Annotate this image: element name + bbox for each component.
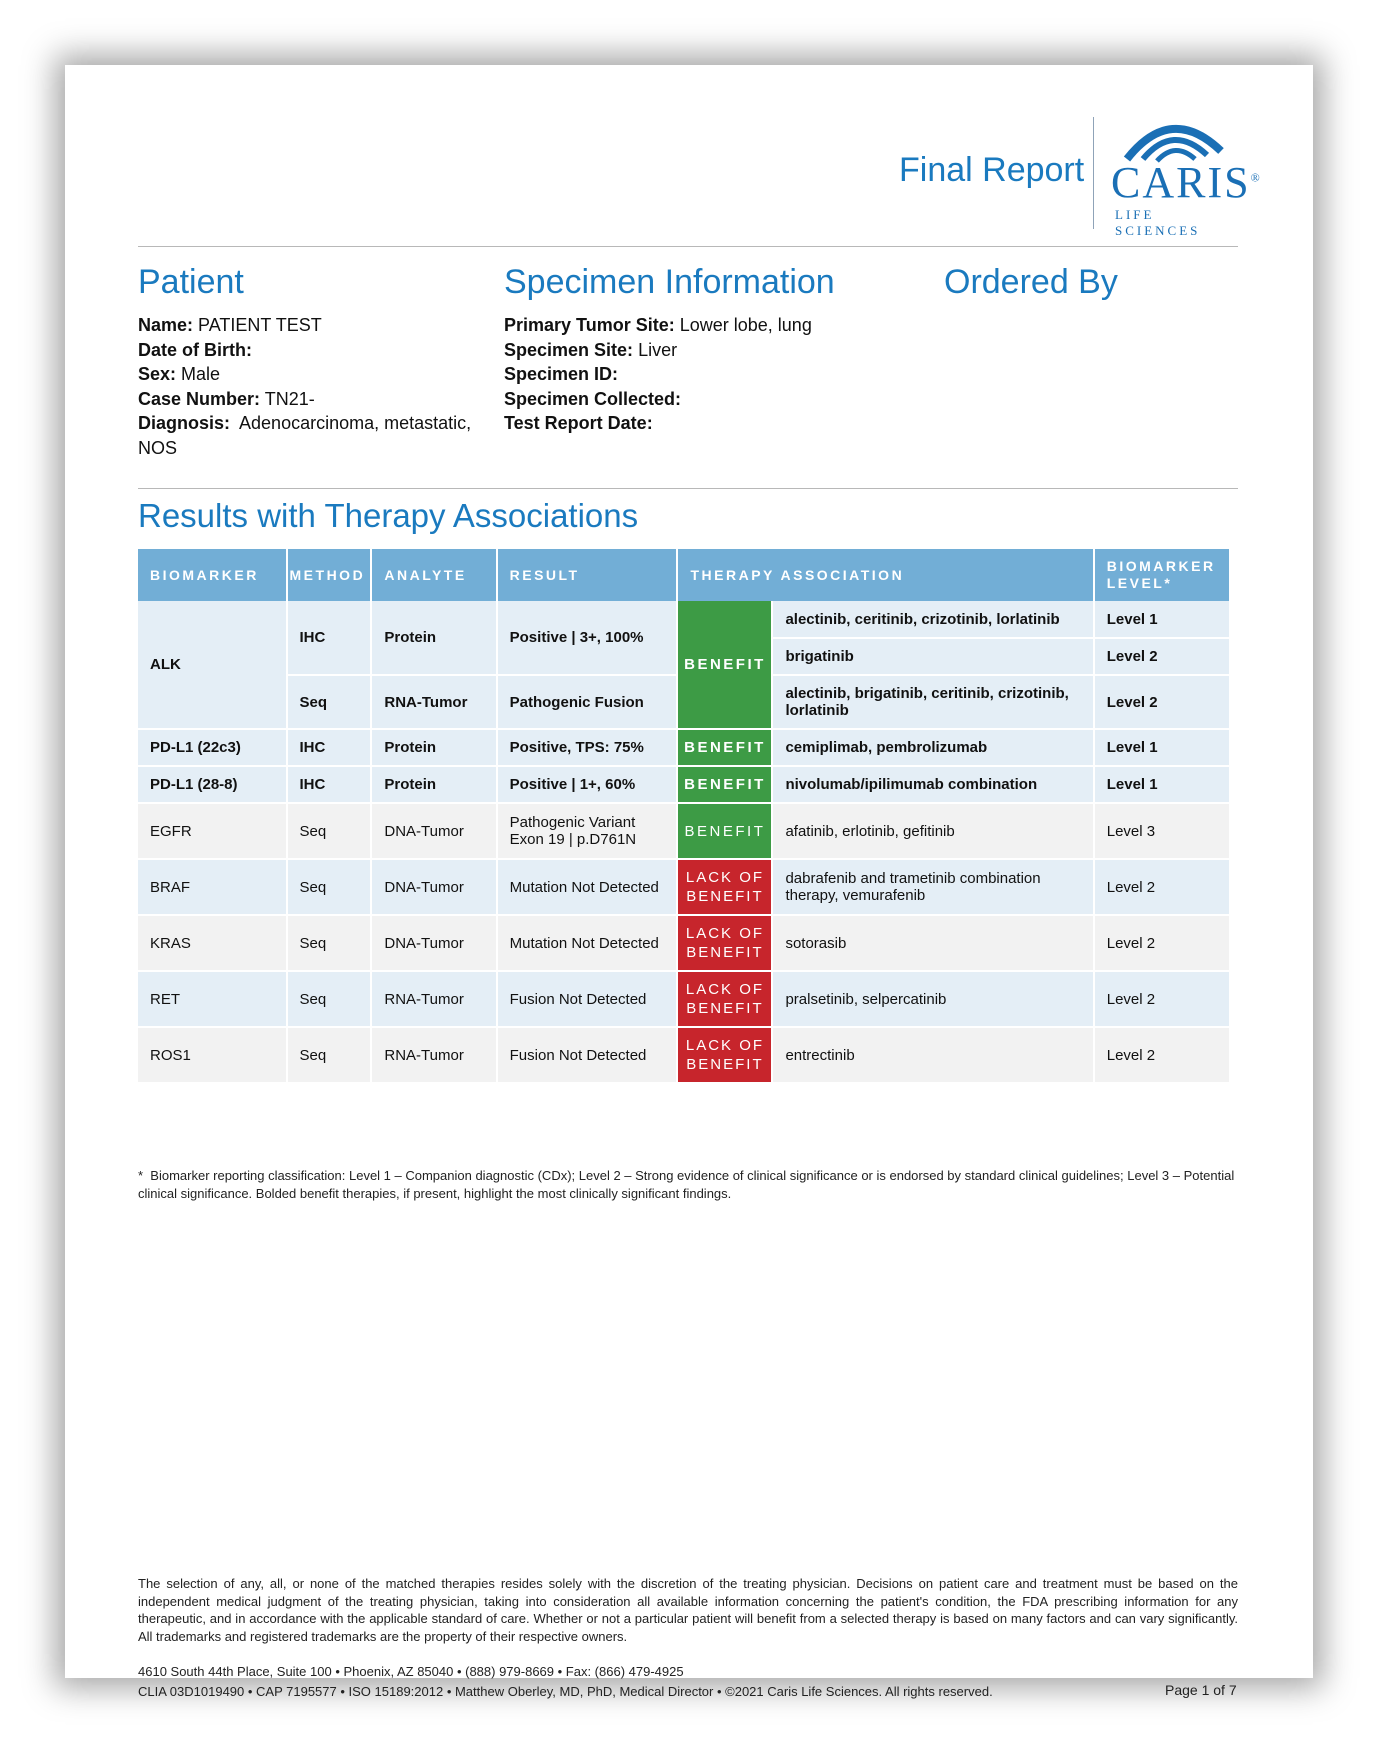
biomarker-cell: BRAF [138, 859, 287, 915]
alk-level-3: Level 2 [1094, 675, 1230, 729]
level-cell: Level 3 [1094, 803, 1230, 859]
result-cell: Positive, TPS: 75% [497, 729, 678, 766]
biomarker-cell: RET [138, 971, 287, 1027]
alk-method-2: Seq [287, 675, 372, 729]
analyte-cell: Protein [371, 766, 496, 803]
analyte-cell: RNA-Tumor [371, 1027, 496, 1083]
result-cell: Positive | 1+, 60% [497, 766, 678, 803]
specimen-site: Specimen Site: Liver [504, 339, 678, 360]
level-cell: Level 1 [1094, 766, 1230, 803]
alk-association-badge: BENEFIT [677, 601, 772, 729]
patient-dob: Date of Birth: [138, 339, 252, 360]
table-row [138, 803, 1230, 859]
analyte-cell: Protein [371, 729, 496, 766]
therapy-cell: dabrafenib and trametinib combination therapy, vemurafenib [772, 859, 1093, 915]
method-cell: IHC [287, 729, 372, 766]
alk-biomarker: ALK [138, 601, 287, 729]
method-cell: Seq [287, 971, 372, 1027]
analyte-cell: DNA-Tumor [371, 803, 496, 859]
alk-level-1: Level 1 [1094, 601, 1230, 638]
results-table [138, 549, 1231, 1084]
benefit-badge: BENEFIT [677, 766, 772, 803]
col-result: RESULT [497, 549, 678, 601]
lack-of-benefit-badge: LACK OF BENEFIT [677, 859, 772, 915]
patient-name: Name: PATIENT TEST [138, 315, 322, 335]
table-header-row [138, 549, 1230, 601]
patient-heading: Patient [138, 263, 244, 301]
biomarker-cell: PD-L1 (28-8) [138, 766, 287, 803]
patient-case-number: Case Number: TN21- [138, 388, 315, 409]
result-cell: Fusion Not Detected [497, 971, 678, 1027]
level-cell: Level 2 [1094, 1027, 1230, 1083]
disclaimer: The selection of any, all, or none of the matched therapies resides solely with the discretion of the treating physician. Decisions on patient care and treatment must be based on the independent medical judgment of the treating physician, taking into consideration all available information concerning the patient's condition, the FDA prescribing information for any therapeutic, and in accordance with the applicable standard of care. Whether or not a particular patient will benefit from a selected therapy is based on many factors and can vary significantly. All trademarks and registered trademarks are the property of their respective owners. [138, 1576, 1238, 1644]
biomarker-cell: ROS1 [138, 1027, 287, 1083]
alk-analyte-1: Protein [371, 601, 496, 675]
divider-top [138, 246, 1238, 247]
report-title: Final Report [899, 151, 1085, 189]
level-footnote: * Biomarker reporting classification: Level 1 – Companion diagnostic (CDx); Level 2 – Strong evidence of clinical significance or is endorsed by standard clinical guidelines; Level 3 – Potential clinical significance. Bolded benefit therapies, if present, highlight the most clinically significant findings. [138, 1168, 1235, 1201]
result-cell: Fusion Not Detected [497, 1027, 678, 1083]
col-analyte: ANALYTE [371, 549, 496, 601]
therapy-cell: pralsetinib, selpercatinib [772, 971, 1093, 1027]
therapy-cell: nivolumab/ipilimumab combination [772, 766, 1093, 803]
method-cell: Seq [287, 803, 372, 859]
logo-subtitle: LIFE SCIENCES [1115, 207, 1201, 238]
level-cell: Level 2 [1094, 859, 1230, 915]
primary-tumor-site: Primary Tumor Site: Lower lobe, lung [504, 315, 812, 335]
level-cell: Level 2 [1094, 971, 1230, 1027]
benefit-badge: BENEFIT [677, 803, 772, 859]
col-biomarker: BIOMARKER [138, 549, 287, 601]
analyte-cell: DNA-Tumor [371, 859, 496, 915]
result-cell: Mutation Not Detected [497, 859, 678, 915]
lack-of-benefit-badge: LACK OF BENEFIT [677, 915, 772, 971]
divider-middle [138, 488, 1238, 489]
table-row [138, 729, 1230, 766]
level-cell: Level 2 [1094, 915, 1230, 971]
table-row [138, 601, 1230, 638]
result-cell: Pathogenic Variant Exon 19 | p.D761N [497, 803, 678, 859]
method-cell: Seq [287, 859, 372, 915]
test-report-date: Test Report Date: [504, 413, 653, 433]
table-row [138, 859, 1230, 915]
ordered-by-heading: Ordered By [944, 263, 1118, 301]
table-row [138, 766, 1230, 803]
caris-logo [1105, 107, 1262, 238]
specimen-collected: Specimen Collected: [504, 388, 682, 409]
biomarker-cell: KRAS [138, 915, 287, 971]
method-cell: IHC [287, 766, 372, 803]
alk-therapy-2: brigatinib [772, 638, 1093, 675]
alk-therapy-1: alectinib, ceritinib, crizotinib, lorlatinib [772, 601, 1093, 638]
alk-result-1: Positive | 3+, 100% [497, 601, 678, 675]
method-cell: Seq [287, 915, 372, 971]
result-cell: Mutation Not Detected [497, 915, 678, 971]
table-row [138, 1027, 1230, 1083]
page-number: Page 1 of 7 [1165, 1682, 1237, 1698]
method-cell: Seq [287, 1027, 372, 1083]
specimen-fields [504, 313, 884, 436]
patient-fields [138, 313, 488, 460]
table-row [138, 971, 1230, 1027]
therapy-cell: cemiplimab, pembrolizumab [772, 729, 1093, 766]
therapy-cell: afatinib, erlotinib, gefitinib [772, 803, 1093, 859]
results-heading: Results with Therapy Associations [138, 497, 639, 534]
logo-wordmark: CARIS® [1111, 158, 1262, 207]
header-divider [1093, 117, 1094, 229]
col-method: METHOD [287, 549, 372, 601]
biomarker-cell: PD-L1 (22c3) [138, 729, 287, 766]
patient-sex: Sex: Male [138, 364, 221, 384]
level-cell: Level 1 [1094, 729, 1230, 766]
lack-of-benefit-badge: LACK OF BENEFIT [677, 1027, 772, 1083]
alk-level-2: Level 2 [1094, 638, 1230, 675]
table-row [138, 915, 1230, 971]
col-therapy-association: THERAPY ASSOCIATION [677, 549, 1093, 601]
analyte-cell: DNA-Tumor [371, 915, 496, 971]
alk-method-1: IHC [287, 601, 372, 675]
benefit-badge: BENEFIT [677, 729, 772, 766]
report-page [65, 65, 1313, 1699]
col-biomarker-level: BIOMARKER LEVEL* [1094, 549, 1230, 601]
therapy-cell: sotorasib [772, 915, 1093, 971]
therapy-cell: entrectinib [772, 1027, 1093, 1083]
alk-analyte-2: RNA-Tumor [371, 675, 496, 729]
analyte-cell: RNA-Tumor [371, 971, 496, 1027]
alk-therapy-3: alectinib, brigatinib, ceritinib, crizotinib, lorlatinib [772, 675, 1093, 729]
patient-diagnosis: Diagnosis: Adenocarcinoma, metastatic, NOS [138, 413, 472, 458]
biomarker-cell: EGFR [138, 803, 287, 859]
specimen-id: Specimen ID: [504, 364, 619, 384]
alk-result-2: Pathogenic Fusion [497, 675, 678, 729]
specimen-heading: Specimen Information [504, 263, 835, 301]
footer-address: 4610 South 44th Place, Suite 100 • Phoenix, AZ 85040 • (888) 979-8669 • Fax: (866) 479-4925 CLIA 03D1019490 • CAP 7195577 • ISO 15189:2012 • Matthew Oberley, MD, PhD, Medical Director • ©2021 Caris Life Sciences. All rights reserved. [138, 1664, 993, 1699]
lack-of-benefit-badge: LACK OF BENEFIT [677, 971, 772, 1027]
